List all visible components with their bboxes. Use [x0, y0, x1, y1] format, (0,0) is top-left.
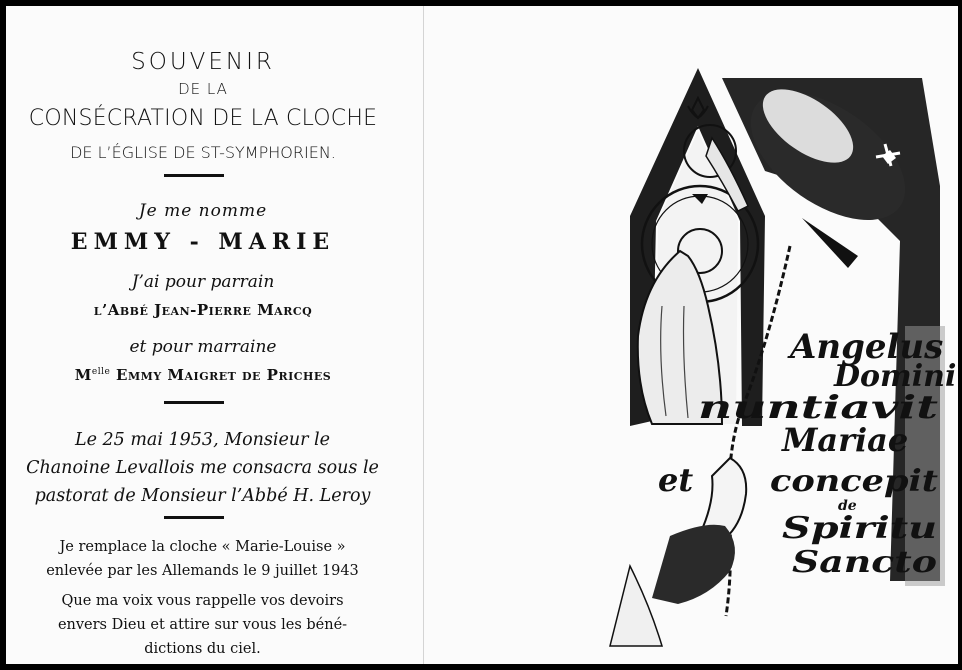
illustration-panel	[430, 6, 958, 664]
inscription-line-3: nuntiavit	[698, 388, 939, 426]
header-de-la: DE LA	[178, 80, 228, 98]
sleeve	[610, 566, 662, 646]
inscription-line-2: Domini	[834, 359, 957, 394]
godfather-intro: J’ai pour parrain	[131, 272, 275, 292]
replacement-paragraph	[20, 535, 385, 583]
inscription-line-6: concepit	[770, 464, 939, 499]
lower-hand	[652, 525, 735, 604]
divider-1	[164, 174, 224, 177]
prayer-line-2: envers Dieu et attire sur vous les béné-	[57, 617, 348, 633]
godmother-name: Emmy Maigret de Priches	[116, 366, 332, 384]
replacement-line-2: enlevée par les Allemands le 9 juillet 1943	[46, 563, 359, 579]
consecration-paragraph	[20, 426, 385, 510]
prayer-paragraph	[20, 589, 385, 661]
godmother-superscript: elle	[91, 367, 111, 377]
inscription-line-1: Angelus	[790, 327, 944, 367]
inscription-line-4: Mariae	[782, 421, 909, 459]
inscription-line-9: Sancto	[792, 545, 937, 580]
divider-3	[164, 516, 224, 519]
divider-2	[164, 401, 224, 404]
consecration-line-1: Le 25 mai 1953, Monsieur le	[74, 430, 331, 450]
inscription-line-8: Spiritu	[782, 511, 937, 546]
inscription-line-7: de	[838, 498, 857, 514]
consecration-line-2: Chanoine Levallois me consacra sous le	[26, 458, 379, 478]
card-text-panel	[8, 8, 413, 664]
header-eglise: DE L’ÉGLISE DE ST-SYMPHORIEN.	[70, 143, 336, 162]
prayer-line-1: Que ma voix vous rappelle vos devoirs	[61, 593, 344, 609]
card-fold	[423, 6, 424, 664]
consecration-line-3: pastorat de Monsieur l’Abbé H. Leroy	[34, 486, 371, 506]
bell-name: EMMY - MARIE	[70, 229, 336, 255]
header-souvenir: SOUVENIR	[131, 49, 275, 75]
prayer-line-3: dictions du ciel.	[144, 641, 261, 657]
godmother-intro: et pour marraine	[129, 337, 277, 357]
replacement-line-1: Je remplace la cloche « Marie-Louise »	[59, 539, 346, 555]
bell-ringer-illustration	[430, 6, 958, 664]
header-consecration: CONSÉCRATION DE LA CLOCHE	[28, 106, 378, 131]
naming-intro: Je me nomme	[138, 201, 268, 221]
godmother-line	[8, 366, 398, 384]
godfather-name: l’Abbé Jean-Pierre Marcq	[93, 301, 313, 319]
inscription-line-5: et	[658, 461, 694, 499]
godmother-prefix: M	[74, 366, 92, 384]
